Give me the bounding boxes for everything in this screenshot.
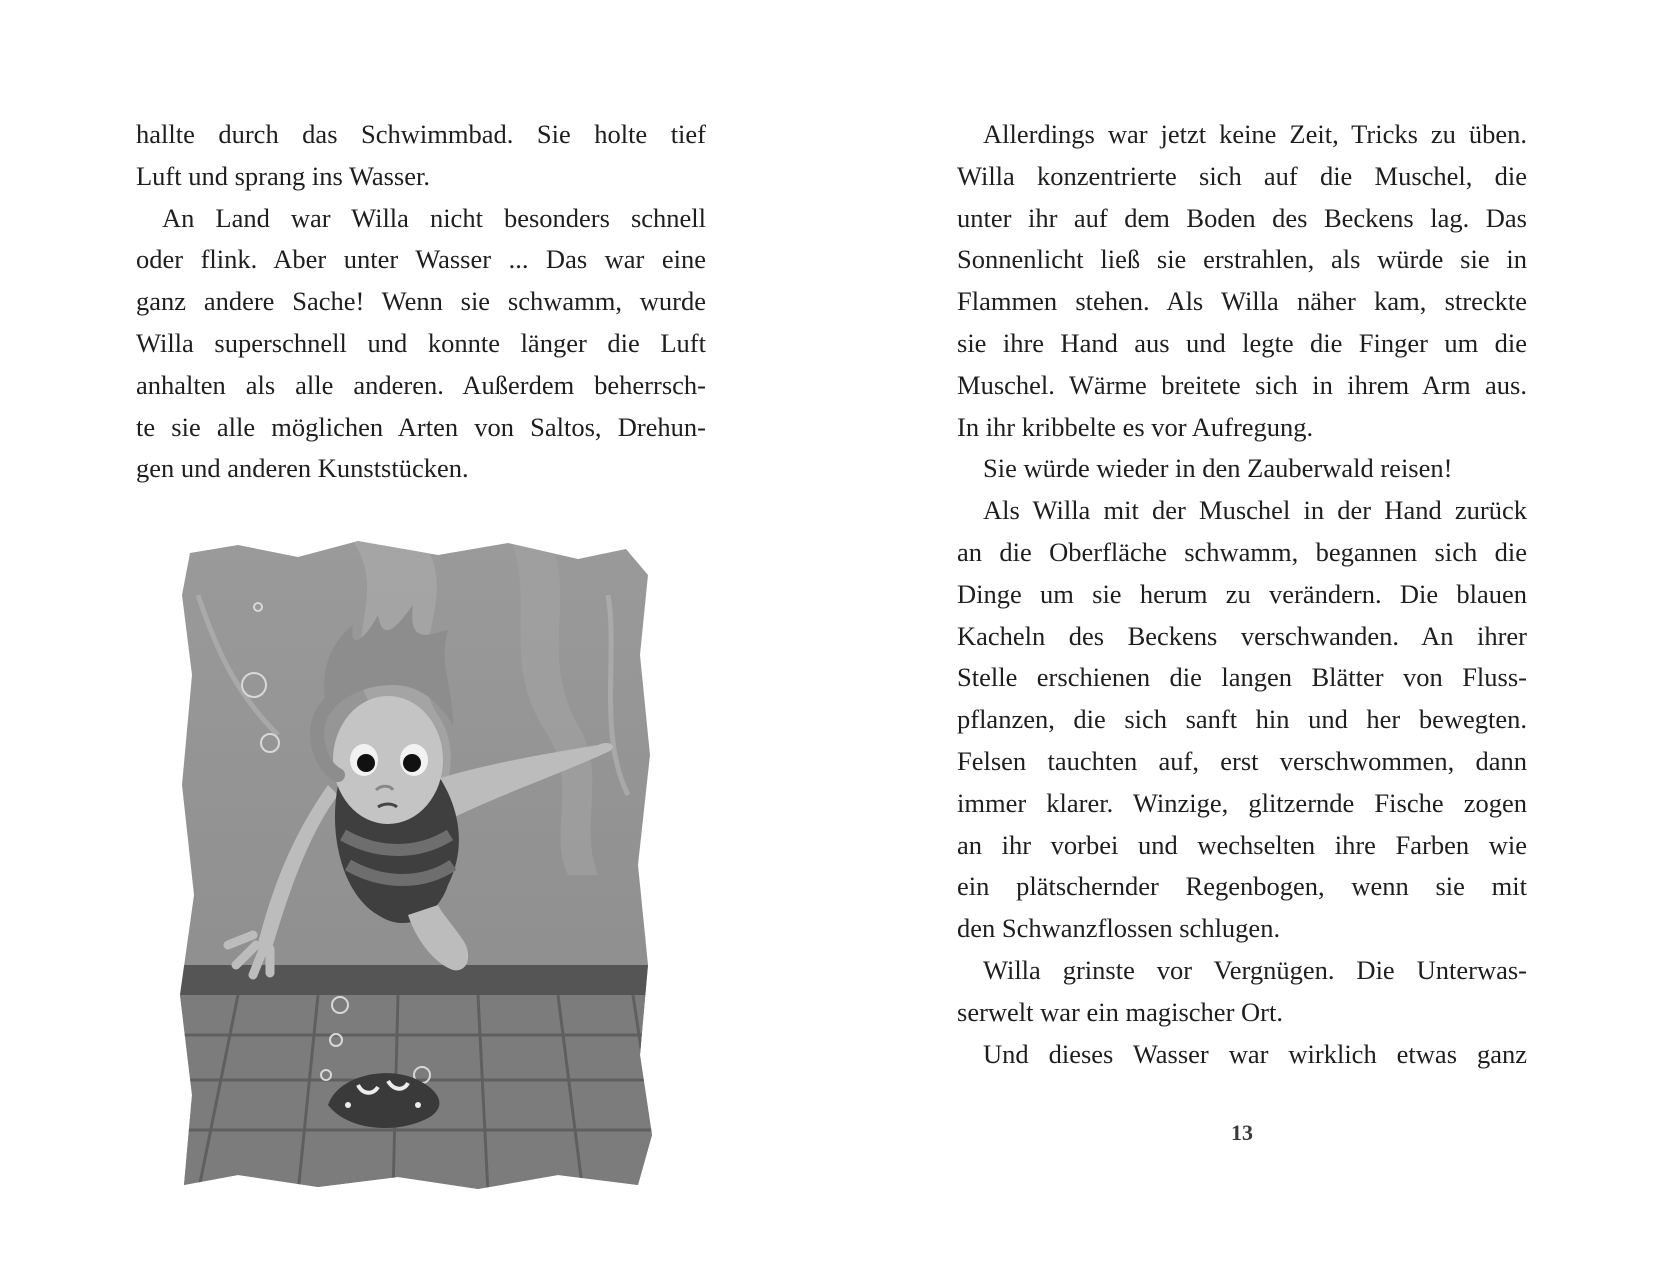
paragraph: In ihr kribbelte es vor Aufregung.	[957, 411, 1314, 442]
paragraph: oder flink. Aber unter Wasser ... Das war eine	[136, 244, 706, 275]
paragraph: Kacheln des Beckens verschwanden. An ihrer	[957, 620, 1527, 651]
paragraph: gen und anderen Kunststücken.	[136, 453, 469, 484]
paragraph: hallte durch das Schwimmbad. Sie holte tief	[136, 119, 706, 149]
paragraph: ganz andere Sache! Wenn sie schwamm, wurde	[136, 286, 706, 317]
paragraph: immer klarer. Winzige, glitzernde Fische zogen	[957, 787, 1527, 818]
page-number: 13	[1231, 1120, 1253, 1145]
paragraph: Luft und sprang ins Wasser.	[136, 160, 430, 191]
paragraph: Als Willa mit der Muschel in der Hand zurück	[983, 495, 1527, 526]
left-page-text	[136, 114, 706, 490]
paragraph: Und dieses Wasser war wirklich etwas ganz	[983, 1038, 1527, 1069]
paragraph: anhalten als alle anderen. Außerdem beherrsch-	[136, 369, 706, 400]
paragraph: unter ihr auf dem Boden des Beckens lag. Das	[957, 202, 1527, 233]
paragraph: pflanzen, die sich sanft hin und her bewegten.	[957, 704, 1527, 735]
paragraph: Willa konzentrierte sich auf die Muschel, die	[957, 160, 1527, 191]
paragraph: an ihr vorbei und wechselten ihre Farben wie	[957, 829, 1527, 860]
paragraph: Sie würde wieder in den Zauberwald reisen!	[983, 453, 1453, 484]
paragraph: Sonnenlicht ließ sie erstrahlen, als würde sie in	[957, 244, 1527, 275]
paragraph: sie ihre Hand aus und legte die Finger um die	[957, 327, 1527, 358]
paragraph: te sie alle möglichen Arten von Saltos, Drehun-	[136, 411, 706, 442]
paragraph: serwelt war ein magischer Ort.	[957, 996, 1283, 1027]
paragraph: An Land war Willa nicht besonders schnell	[162, 202, 706, 233]
paragraph: Felsen tauchten auf, erst verschwommen, dann	[957, 745, 1527, 776]
paragraph: den Schwanzflossen schlugen.	[957, 913, 1281, 944]
paragraph: Muschel. Wärme breitete sich in ihrem Arm aus.	[957, 369, 1527, 400]
right-page-text	[957, 114, 1527, 1075]
paragraph: Stelle erschienen die langen Blätter von Fluss-	[957, 662, 1527, 693]
paragraph: Dinge um sie herum zu verändern. Die blauen	[957, 578, 1527, 609]
paragraph: Willa superschnell und konnte länger die Luft	[136, 327, 706, 358]
paragraph: an die Oberfläche schwamm, begannen sich die	[957, 536, 1527, 567]
swimming-girl-illustration	[178, 535, 654, 1193]
paragraph: Allerdings war jetzt keine Zeit, Tricks zu üben.	[983, 119, 1527, 149]
paragraph: Willa grinste vor Vergnügen. Die Unterwas-	[983, 954, 1527, 985]
paragraph: ein plätschernder Regenbogen, wenn sie mit	[957, 871, 1527, 902]
paragraph: Flammen stehen. Als Willa näher kam, streckte	[957, 286, 1527, 317]
